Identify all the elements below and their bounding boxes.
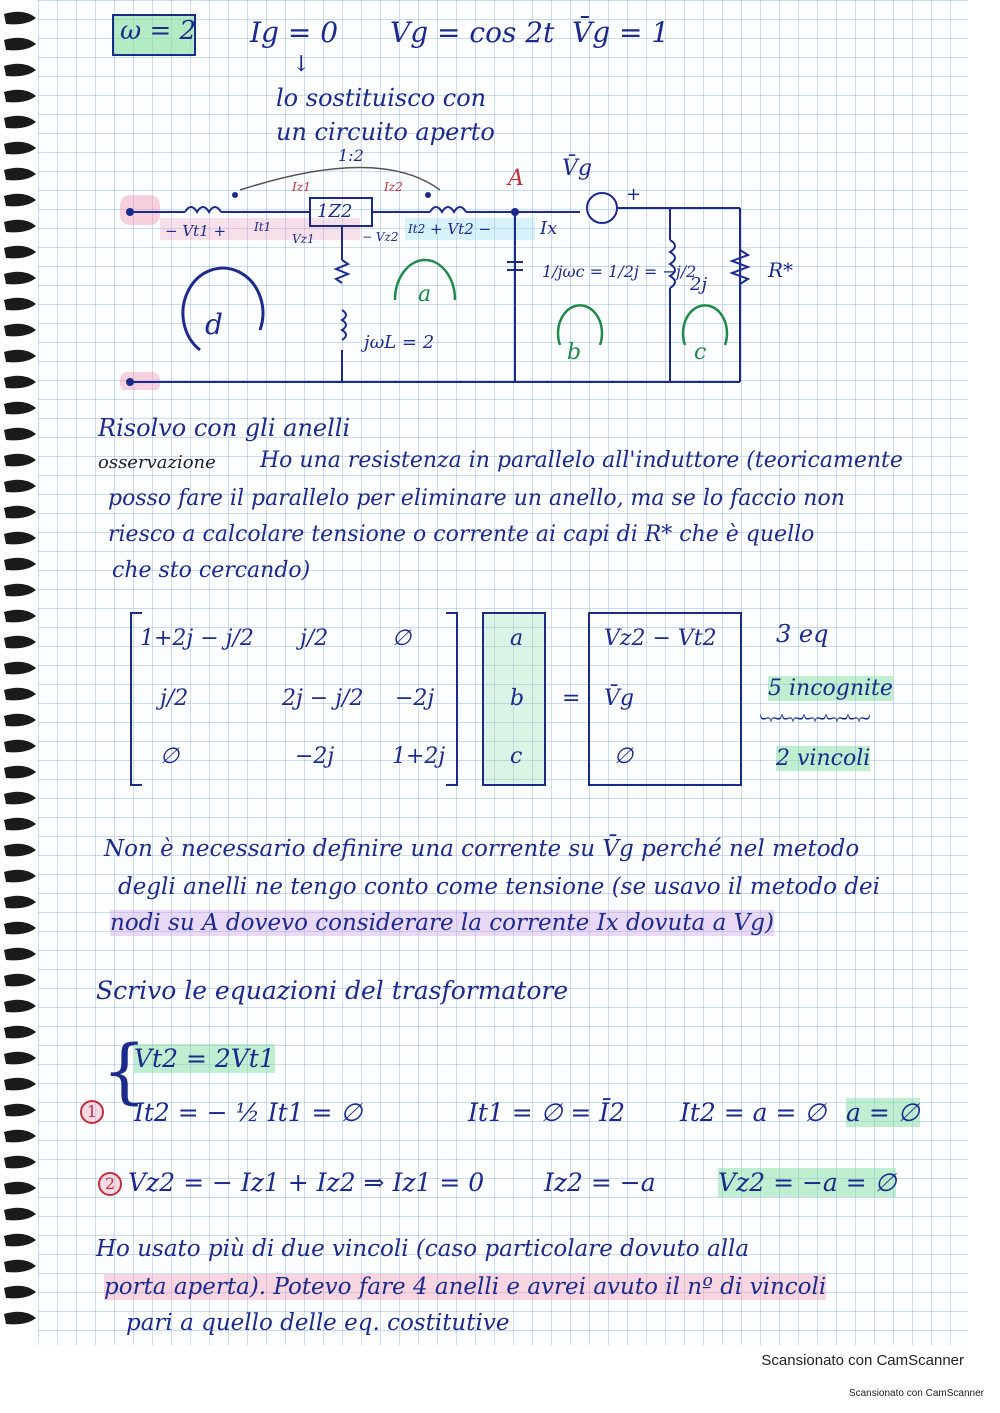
iz2-label: Iz2	[384, 180, 403, 194]
spiral-ring	[4, 1130, 36, 1143]
spiral-ring	[4, 376, 36, 389]
spiral-ring	[4, 38, 36, 51]
spiral-ring	[4, 1000, 36, 1013]
spiral-ring	[4, 818, 36, 831]
spiral-ring	[4, 1208, 36, 1221]
equals-sign: =	[562, 686, 581, 711]
spiral-ring	[4, 428, 36, 441]
para4-line1: Ho usato più di due vincoli (caso particolare dovuto alla	[96, 1236, 750, 1262]
eq-a-zero: a = ∅	[846, 1098, 920, 1127]
spiral-ring	[4, 1052, 36, 1065]
spiral-ring	[4, 974, 36, 987]
spiral-ring	[4, 662, 36, 675]
spiral-ring	[4, 90, 36, 103]
spiral-ring	[4, 688, 36, 701]
cap-label: 1/jωc = 1/2j = −j/2	[542, 262, 697, 281]
mesh-b-label: b	[567, 340, 582, 365]
rhs-3: ∅	[614, 744, 634, 769]
var-a: a	[510, 626, 524, 651]
vz2-label: − Vz2	[362, 230, 399, 244]
spiral-ring	[4, 922, 36, 935]
it2-label: It2	[408, 222, 426, 236]
spiral-binding	[0, 0, 40, 1345]
spiral-ring	[4, 64, 36, 77]
spiral-ring	[4, 948, 36, 961]
m33: 1+2j	[392, 744, 446, 769]
spiral-ring	[4, 168, 36, 181]
spiral-ring	[4, 12, 36, 25]
spiral-ring	[4, 324, 36, 337]
para2-line2: degli anelli ne tengo conto come tensione (se usavo il metodo dei	[118, 874, 880, 900]
camscanner-footer: Scansionato con CamScanner	[848, 1388, 984, 1399]
var-c: c	[510, 744, 523, 769]
r-star-label: R*	[768, 258, 794, 282]
mesh-c-label: c	[694, 340, 707, 365]
iz1-label: Iz1	[292, 180, 311, 194]
spiral-ring	[4, 246, 36, 259]
m31: ∅	[160, 744, 180, 769]
m32: −2j	[295, 744, 335, 769]
spiral-ring	[4, 1078, 36, 1091]
para2-line1: Non è necessario definire una corrente su V̄g perché nel metodo	[104, 836, 860, 862]
mesh-a-label: a	[418, 282, 432, 307]
vt1-label: − Vt1 +	[165, 222, 227, 240]
m12: j/2	[300, 626, 329, 651]
circuit-diagram	[110, 150, 830, 390]
spiral-ring	[4, 272, 36, 285]
eq-it2: It2 = − ½ It1 = ∅	[134, 1098, 363, 1127]
spiral-ring	[4, 1156, 36, 1169]
spiral-ring	[4, 792, 36, 805]
m21: j/2	[160, 686, 189, 711]
spiral-ring	[4, 298, 36, 311]
para2-line3: nodi su A dovevo considerare la corrente Ix dovuta a Vg)	[110, 910, 774, 936]
spiral-ring	[4, 1026, 36, 1039]
spiral-ring	[4, 714, 36, 727]
system-brace: {	[102, 1030, 147, 1112]
vg-source-label: V̄g	[562, 156, 592, 181]
num-circle-2: 2	[98, 1172, 122, 1196]
spiral-ring	[4, 740, 36, 753]
spiral-ring	[4, 1182, 36, 1195]
num-circle-1: 1	[80, 1100, 104, 1124]
vg-phasor-label: V̄g = 1	[572, 16, 670, 49]
para3-title: Scrivo le equazioni del trasformatore	[96, 976, 569, 1005]
omega-label: ω = 2	[120, 16, 197, 46]
rhs-2: V̄g	[604, 686, 634, 711]
spiral-ring	[4, 1260, 36, 1273]
spiral-ring	[4, 116, 36, 129]
spiral-ring	[4, 636, 36, 649]
eq-vz2: Vz2 = − Iz1 + Iz2 ⇒ Iz1 = 0	[128, 1168, 485, 1197]
spiral-ring	[4, 194, 36, 207]
spiral-ring	[4, 610, 36, 623]
m22: 2j − j/2	[282, 686, 364, 711]
spiral-ring	[4, 142, 36, 155]
note-line2: un circuito aperto	[276, 118, 495, 146]
para4-line3: pari a quello delle eq. costitutive	[126, 1310, 510, 1336]
eq-vt2: Vt2 = 2Vt1	[134, 1044, 275, 1073]
arrow-down: ↓	[292, 52, 311, 77]
ig-label: Ig = 0	[250, 16, 339, 49]
vg-plus: +	[626, 184, 642, 205]
spiral-ring	[4, 454, 36, 467]
m11: 1+2j − j/2	[140, 626, 254, 651]
vt2-label: + Vt2 −	[430, 220, 492, 238]
matrix-bracket-right	[446, 612, 458, 786]
spiral-ring	[4, 402, 36, 415]
obs-line2: posso fare il parallelo per eliminare un anello, ma se lo faccio non	[108, 486, 845, 511]
brace-under: ︸︸︸︸︸	[760, 715, 871, 740]
ratio-label: 1:2	[338, 146, 364, 165]
mesh-d-label: d	[205, 308, 223, 341]
spiral-ring	[4, 506, 36, 519]
spiral-ring	[4, 220, 36, 233]
spiral-ring	[4, 766, 36, 779]
obs-label: osservazione	[98, 452, 216, 473]
vg-time-label: Vg = cos 2t	[390, 16, 555, 49]
spiral-ring	[4, 1104, 36, 1117]
spiral-ring	[4, 350, 36, 363]
m23: −2j	[395, 686, 435, 711]
ind-bottom-label: jωL = 2	[364, 332, 435, 353]
spiral-ring	[4, 844, 36, 857]
eq-iz2: Iz2 = −a	[544, 1168, 656, 1197]
note-eq: 3 eq	[776, 620, 829, 648]
node-a-label: A	[508, 166, 524, 191]
spiral-ring	[4, 532, 36, 545]
note-unknowns: 5 incognite	[768, 676, 893, 701]
spiral-ring	[4, 896, 36, 909]
rhs-1: Vz2 − Vt2	[604, 626, 717, 651]
spiral-ring	[4, 870, 36, 883]
camscanner-watermark: Scansionato con CamScanner	[761, 1352, 964, 1369]
m13: ∅	[392, 626, 412, 651]
eq-it2-a: It2 = a = ∅	[680, 1098, 827, 1127]
para4-line2: porta aperta). Potevo fare 4 anelli e avrei avuto il nº di vincoli	[104, 1274, 827, 1300]
spiral-ring	[4, 480, 36, 493]
ix-label: Ix	[540, 218, 558, 239]
vz1-label: Vz1	[292, 232, 315, 246]
spiral-ring	[4, 1312, 36, 1325]
spiral-ring	[4, 584, 36, 597]
obs-line3: riesco a calcolare tensione o corrente ai capi di R* che è quello	[108, 522, 815, 547]
eq-it1: It1 = ∅ = Ī2	[468, 1098, 626, 1127]
var-b: b	[510, 686, 525, 711]
spiral-ring	[4, 1234, 36, 1247]
z-box-label: 1Z2	[317, 201, 353, 222]
eq-vz2-zero: Vz2 = −a = ∅	[718, 1168, 897, 1197]
obs-line4: che sto cercando)	[112, 558, 311, 583]
obs-line1: Ho una resistenza in parallelo all'induttore (teoricamente	[260, 448, 903, 473]
it1-label: It1	[254, 220, 272, 234]
note-line1: lo sostituisco con	[276, 84, 487, 112]
ind-right-label: 2j	[690, 274, 708, 295]
note-constraints: 2 vincoli	[776, 746, 871, 771]
spiral-ring	[4, 1286, 36, 1299]
spiral-ring	[4, 558, 36, 571]
text-line1: Risolvo con gli anelli	[98, 414, 351, 442]
